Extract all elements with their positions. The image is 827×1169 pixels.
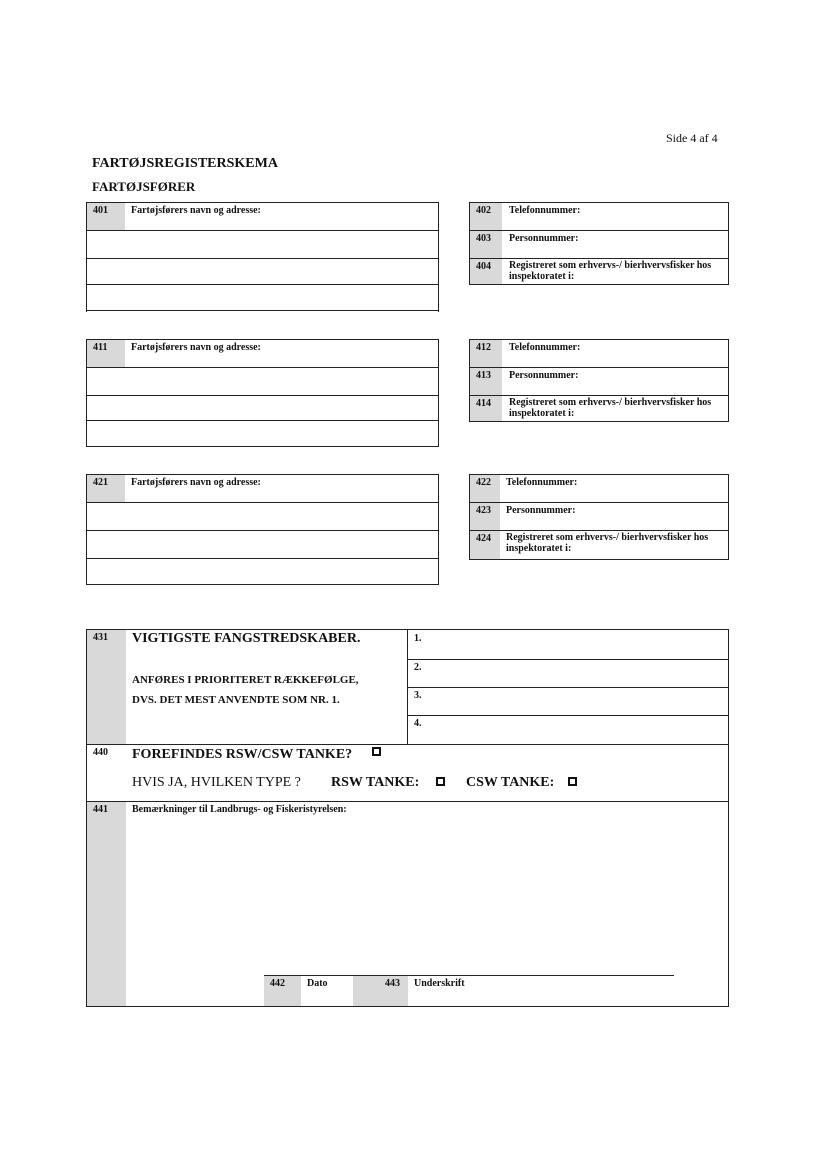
registered-label-line1: Registreret som erhvervs-/ bierhvervsfisker hos — [509, 260, 712, 271]
gear-item-3[interactable]: 3. — [414, 690, 422, 701]
registered-label-line2: inspektoratet i: — [506, 543, 572, 554]
field-number: 411 — [87, 340, 125, 367]
field-number: 422 — [470, 475, 500, 502]
csw-checkbox[interactable] — [568, 777, 577, 786]
field-number: 443 — [353, 976, 408, 1006]
phone-label[interactable]: Telefonnummer: — [509, 342, 581, 353]
name-address-line-2[interactable] — [87, 259, 438, 284]
csw-label: CSW TANKE: — [466, 775, 555, 790]
signature-label[interactable]: Underskrift — [414, 978, 465, 989]
gear-item-1[interactable]: 1. — [414, 633, 422, 644]
name-address-line-3[interactable] — [87, 421, 438, 446]
name-address-line-1[interactable] — [87, 368, 438, 395]
remarks-label: Bemærkninger til Landbrugs- og Fiskeristyrelsen: — [132, 804, 347, 815]
name-address-line-3[interactable] — [87, 559, 438, 584]
tank-which-label: HVIS JA, HVILKEN TYPE ? — [132, 775, 301, 790]
field-number: 423 — [470, 503, 500, 530]
section-title: FARTØJSFØRER — [92, 179, 196, 194]
name-address-label: Fartøjsførers navn og adresse: — [131, 342, 261, 353]
rsw-label: RSW TANKE: — [331, 775, 420, 790]
field-number: 424 — [470, 531, 500, 559]
personal-number-label[interactable]: Personnummer: — [509, 370, 579, 381]
gear-item-2[interactable]: 2. — [414, 662, 422, 673]
gear-note-line1: ANFØRES I PRIORITERET RÆKKEFØLGE, — [132, 674, 359, 686]
field-number: 431 — [93, 632, 108, 643]
gear-note-line2: DVS. DET MEST ANVENDTE SOM NR. 1. — [132, 694, 340, 706]
field-number: 440 — [93, 747, 108, 758]
field-number: 403 — [470, 231, 502, 258]
gear-heading: VIGTIGSTE FANGSTREDSKABER. — [132, 631, 361, 646]
name-address-line-2[interactable] — [87, 396, 438, 420]
tank-question: FOREFINDES RSW/CSW TANKE? — [132, 747, 353, 762]
page-number: Side 4 af 4 — [666, 131, 718, 145]
name-address-line-1[interactable] — [87, 231, 438, 258]
phone-label[interactable]: Telefonnummer: — [509, 205, 581, 216]
field-number: 412 — [470, 340, 502, 367]
field-number: 421 — [87, 475, 125, 502]
name-address-line-1[interactable] — [87, 503, 438, 530]
form-title: FARTØJSREGISTERSKEMA — [92, 156, 278, 171]
field-number: 441 — [93, 804, 108, 815]
registered-label[interactable] — [506, 532, 708, 554]
name-address-line-3[interactable] — [87, 285, 438, 310]
field-number-strip — [87, 630, 126, 744]
personal-number-label[interactable]: Personnummer: — [509, 233, 579, 244]
phone-label[interactable]: Telefonnummer: — [506, 477, 578, 488]
registered-label[interactable] — [509, 397, 711, 419]
field-number: 442 — [264, 976, 301, 1006]
field-number: 404 — [470, 259, 502, 284]
gear-item-4[interactable]: 4. — [414, 718, 422, 729]
registered-label[interactable] — [509, 260, 711, 282]
name-address-line-2[interactable] — [87, 531, 438, 558]
registered-label-line1: Registreret som erhvervs-/ bierhvervsfisker hos — [509, 397, 712, 408]
registered-label-line2: inspektoratet i: — [509, 408, 575, 419]
rsw-checkbox[interactable] — [436, 777, 445, 786]
remarks-area[interactable] — [127, 820, 727, 972]
field-number: 413 — [470, 368, 502, 395]
tank-checkbox[interactable] — [372, 747, 381, 756]
field-number: 401 — [87, 203, 125, 230]
name-address-label: Fartøjsførers navn og adresse: — [131, 205, 261, 216]
field-number: 414 — [470, 396, 502, 421]
registered-label-line2: inspektoratet i: — [509, 271, 575, 282]
name-address-label: Fartøjsførers navn og adresse: — [131, 477, 261, 488]
personal-number-label[interactable]: Personnummer: — [506, 505, 576, 516]
date-label[interactable]: Dato — [307, 978, 328, 989]
registered-label-line1: Registreret som erhvervs-/ bierhvervsfisker hos — [506, 532, 709, 543]
field-number-strip — [87, 801, 126, 1006]
field-number: 402 — [470, 203, 502, 230]
